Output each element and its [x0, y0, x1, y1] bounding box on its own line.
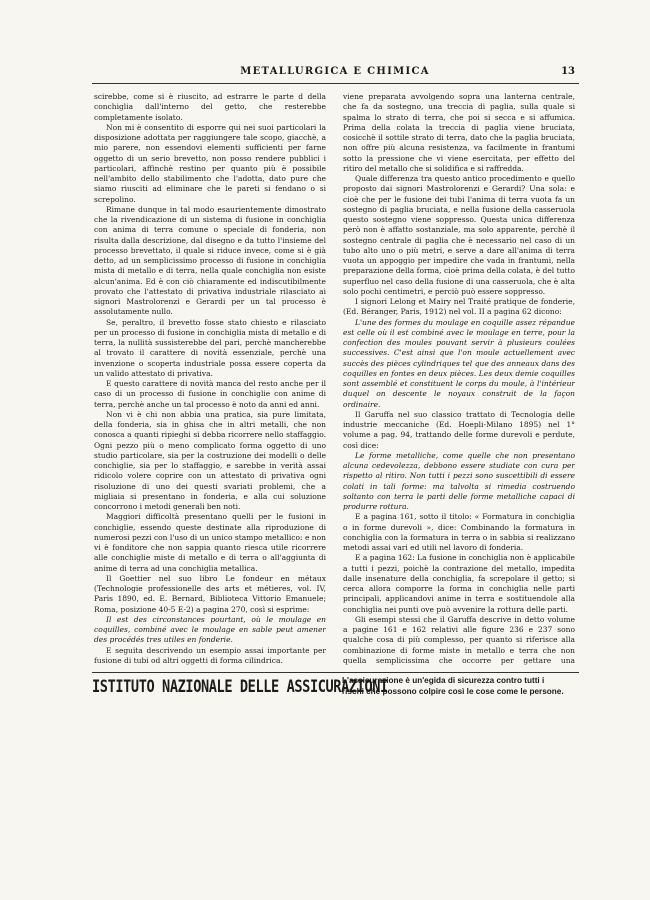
right-column — [343, 92, 575, 667]
paragraph: Gli esempi stessi che il Garuffa descrive in detto volume a pagine 161 e 162 relativi alle figure 236 e 237 sono qualche cosa di più complesso, per quanto si riferisce alla combinazione di forme miste in metallo e terra che non quella semplicissima che occorre per gettare una — [343, 614, 575, 665]
advertisement-banner — [92, 676, 579, 700]
paragraph: Le forme metalliche, come quelle che non presentano alcuna cedevolezza, debbono essere studiate con cura per rispetto al ritiro. Non tutti i pezzi sono suscettibili di essere colati in tali forme: ma talvolta si rimedia costruendo soltanto con terra le parti delle forme metalliche capaci di produrre rottura. — [343, 450, 575, 511]
ad-slogan-line-1: L'assicurazione è un'egida di sicurezza contro tutti i — [342, 676, 545, 685]
running-title: METALLURGICA E CHIMICA — [240, 66, 430, 77]
paragraph: Se, peraltro, il brevetto fosse stato chiesto e rilasciato per un processo di fusione in conchiglia mista di metallo e di terra, la nullità sussisterebbe del pari, perchè mancherebbe al trovato il carattere di novità essenziale, perchè una invenzione o scoperta industriale possa essere coperta da un valido attestato di privativa. — [94, 317, 326, 378]
page-number: 13 — [561, 66, 575, 77]
ad-company-name: ISTITUTO NAZIONALE DELLE ASSICURAZIONI — [92, 677, 388, 697]
paragraph: Quale differenza tra questo antico procedimento e quello proposto dai signori Mastrolorenzi e Gerardi? Una sola: e cioè che per le fusione dei tubi l'anima di terra vuota fa un sostegno di paglia bruciata, e nella fusione della casseruola questo sostegno viene soppresso. Questa unica differenza però non è affatto sostanziale, ma solo apparente, perchè il sostegno centrale di paglia che è necessario nel caso di un tubo alto uno o più metri, e serve a dare all'anima di terra vuota un appoggio per impedire che vada in frantumi, nella preparazione della forma, cioè prima della colata, è del tutto superfluo nel caso della fusione di una casseruola, che è alta solo pochi centimetri, e perciò può essere soppresso. — [343, 174, 575, 296]
ad-slogan — [342, 676, 579, 697]
paragraph: E a pagina 161, sotto il titolo: « Formatura in conchiglia o in forme durevoli », dice: Combinando la formatura in conchiglia con la formatura in terra o in sabbia si realizzano metodi assai vari ed utili nel lavoro di fonderia. — [343, 512, 575, 552]
paragraph: Non mi è consentito di esporre qui nei suoi particolari la disposizione adottata per raggiungere tale scopo, giacchè, a mio parere, non essendovi elementi sufficienti per farne oggetto di un serio brevetto, non posso rendere pubblici i particolari, affinchè restino per quanto più è possibile nell'ambito dello stabilimento che l'adotta, dato pure che siamo riusciti ad eliminare che le pareti si fendano o si screpolino. — [94, 122, 326, 204]
paragraph: E a pagina 162: La fusione in conchiglia non è applicabile a tutti i pezzi, poichè la contrazione del metallo, impedita dalle insenature della conchiglia, fa screpolare il getto; si cerca allora comporre la forma in conchiglia nelle parti principali, applicandovi anime in terra e sostituendole alla conchiglia nei punti ove può avvenire la rottura delle parti. — [343, 553, 575, 614]
paragraph — [94, 666, 326, 667]
paragraph: Il est des circonstances pourtant, où le moulage en coquilles, combiné avec le moulage en sable peut amener des procédés tres utiles en fonderie. — [94, 614, 326, 645]
paragraph: Maggiori difficoltà presentano quelli per le fusioni in conchiglie, essendo queste destinate alla riproduzione di numerosi pezzi con l'uso di un unico stampo metallico: e non vi è fonditore che non sappia quanto riesca utile ricorrere alle conchiglie miste di metallo e di terra o all'aggiunta di anime di terra ad una conchiglia metallica. — [94, 512, 326, 573]
footer-rule — [92, 672, 579, 673]
header-rule — [92, 83, 579, 84]
paragraph: Rimane dunque in tal modo esaurientemente dimostrato che la rivendicazione di un sistema di fusione in conchiglia con anima di terra comune o speciale di fonderia, non risulta dalla descrizione, dal disegno e da tutto l'insieme del processo brevettato, il quale si riduce invece, come si è già detto, ad un semplicissimo processo di fusione in conchiglia mista di metallo e di terra, nella quale conchiglia non esiste alcun'anima. Ed è con ciò chiaramente ed indiscutibilmente provato che l'attestato di privativa industriale rilasciato ai signori Mastrolorenzi e Gerardi per un tal processo è assolutamente nullo. — [94, 204, 326, 317]
ad-slogan-line-2: rischi che possono colpire così le cose come le persone. — [342, 686, 564, 696]
paragraph: E seguita descrivendo un esempio assai importante per fusione di tubi od altri oggetti di forma cilindrica. — [94, 645, 326, 665]
paragraph: I signori Lelong et Mairy nel Traité pratique de fonderie, (Ed. Béranger, Paris, 1912) nel vol. II a pagina 62 dicono: — [343, 297, 575, 317]
paragraph: Il Goettier nel suo libro Le fondeur en métaux (Technologie professionelle des arts et métieres, vol. IV, Paris 1890, ed. E. Bernard, Biblioteca Vittorio Emanuele; Roma, posizione 40-5 E-2) a pagina 270, così si esprime: — [94, 573, 326, 614]
left-column — [94, 92, 326, 667]
paragraph: Non vi è chi non abbia una pratica, sia pure limitata, della fonderia, sia in ghisa che in altri metalli, che non conosca a quanti ripieghi si debba ricorrere nello staffaggio. Ogni pezzo più o meno complicato forma oggetto di uno studio particolare, sia per la costruzione dei modelli o delle conchiglie, sia per lo staffaggio, e sarebbe in verità assai ridicolo volere coprire con un attestato di privativa ogni risoluzione di uno dei questi svariati problemi, che a migliaia si presentano in fonderia, e alla cui soluzione concorrono i metodi generali ben noti. — [94, 409, 326, 511]
paragraph: viene preparata avvolgendo sopra una lanterna centrale, che fa da sostegno, una treccia di paglia, sulla quale si spalma lo strato di terra, che poi si secca e si affumica. Prima della colata la treccia di paglia viene bruciata, cosicchè il sottile strato di terra, dato che la paglia bruciata, non offre più alcuna resistenza, va facilmente in frantumi sotto la pressione che vi viene esercitata, per effetto del ritiro del metallo che si solidifica e si raffredda. — [343, 92, 575, 173]
paragraph: scirebbe, come si è riuscito, ad estrarre le parte d della conchiglia dall'interno del getto, che resterebbe completamente isolato. — [94, 92, 326, 122]
paragraph: Il Garuffa nel suo classico trattato di Tecnologia delle industrie meccaniche (Ed. Hoepli-Milano 1895) nel 1° volume a pag. 94, trattando delle forme durevoli e perdute, così dice: — [343, 409, 575, 450]
paragraph: L'une des formes du moulage en coquille assez répandue est celle où il est combiné avec le moulage en terre, pour la confection des moules pouvant servir à plusieurs coulées successives. C'est ainsi que l'on moule actuellement avec succès des pièces cylindriques tel que des anneaux dans des coquilles en fontes en deux pièces. Les deux demie coquilles sont assemblé et constituent le corps du moule, à l'intérieur duquel on descente le noyaux construit de la façon ordinaire. — [343, 317, 575, 409]
paragraph: E questo carattere di novità manca del resto anche per il caso di un processo di fusione in conchiglie con anime di terra, perchè anche un tal processo è noto da anni ed anni. — [94, 379, 326, 409]
page-header — [95, 66, 575, 80]
